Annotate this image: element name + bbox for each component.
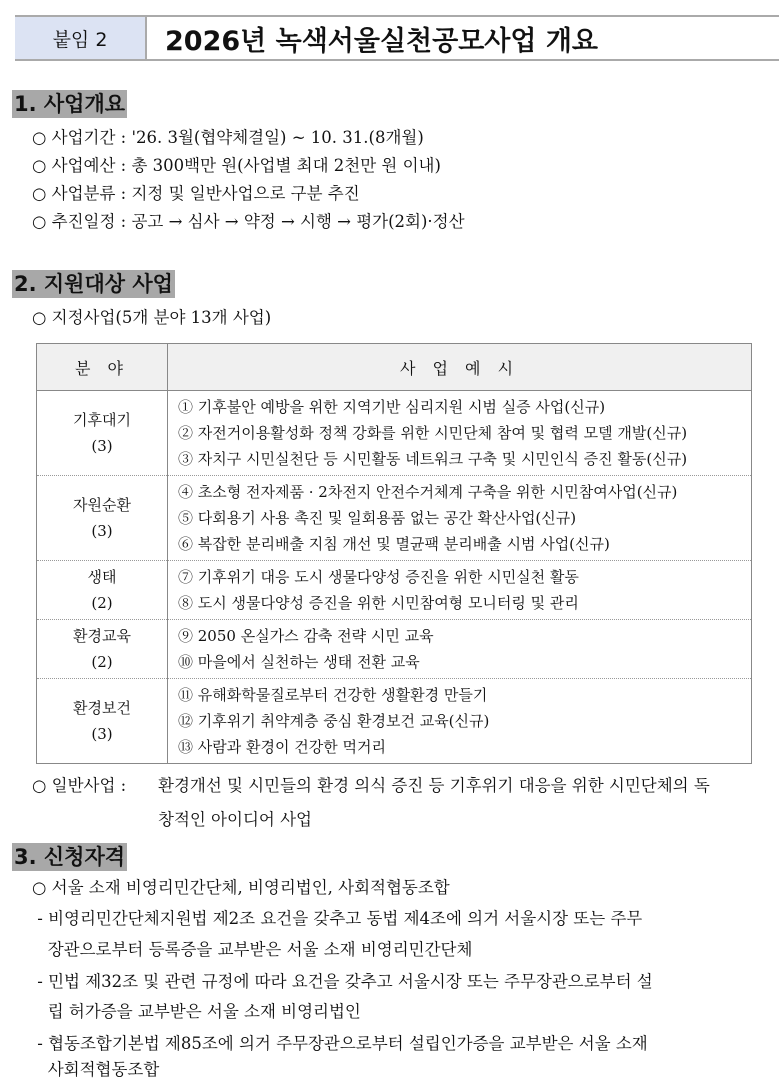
project-item: ⑧ 도시 생물다양성 증진을 위한 시민참여형 모니터링 및 관리 xyxy=(178,594,579,612)
field-name: 환경보건 xyxy=(73,699,131,717)
field-count: (2) xyxy=(91,594,113,612)
field-name: 생태 xyxy=(87,568,117,586)
section-heading-targets: 2. 지원대상 사업 xyxy=(14,272,173,296)
project-item: ⑦ 기후위기 대응 도시 생물다양성 증진을 위한 시민실천 활동 xyxy=(178,568,579,586)
field-cell xyxy=(37,620,168,679)
table-row xyxy=(37,679,752,764)
field-count: (3) xyxy=(91,437,113,455)
designated-projects-table xyxy=(36,343,752,764)
field-name: 기후대기 xyxy=(73,411,131,429)
project-item: ④ 초소형 전자제품 · 2차전지 안전수거체계 구축을 위한 시민참여사업(신규) xyxy=(178,483,678,501)
eligibility-line: 사회적협동조합 xyxy=(32,1060,160,1079)
field-count: (2) xyxy=(91,653,113,671)
eligibility-line: - 비영리민간단체지원법 제2조 요건을 갖추고 동법 제4조에 의거 서울시장 또는 주무 xyxy=(32,909,643,928)
project-item: ② 자전거이용활성화 정책 강화를 위한 시민단체 참여 및 협력 모델 개발(신규) xyxy=(178,424,688,442)
eligibility-line: - 협동조합기본법 제85조에 의거 주무장관으로부터 설립인가증을 교부받은 서울 소재 xyxy=(32,1034,648,1053)
eligibility-line: - 민법 제32조 및 관련 규정에 따라 요건을 갖추고 서울시장 또는 주무장관으로부터 설 xyxy=(32,972,653,991)
general-desc-2: 창적인 아이디어 사업 xyxy=(158,810,312,829)
table-row xyxy=(37,476,752,561)
table-row xyxy=(37,620,752,679)
project-item: ⑥ 복잡한 분리배출 지침 개선 및 멸균팩 분리배출 시범 사업(신규) xyxy=(178,535,610,553)
document-header xyxy=(15,15,779,61)
field-cell xyxy=(37,679,168,764)
eligibility-line: 장관으로부터 등록증을 교부받은 서울 소재 비영리민간단체 xyxy=(32,940,473,959)
examples-cell xyxy=(168,476,752,561)
column-header-field: 분 야 xyxy=(37,344,168,391)
bullet: ○ 사업기간 : '26. 3월(협약체결일) ~ 10. 31.(8개월) xyxy=(32,128,424,147)
project-item: ⑨ 2050 온실가스 감축 전략 시민 교육 xyxy=(178,627,434,645)
field-cell xyxy=(37,561,168,620)
project-item: ⑩ 마을에서 실천하는 생태 전환 교육 xyxy=(178,653,420,671)
field-name: 자원순환 xyxy=(73,496,131,514)
field-count: (3) xyxy=(91,522,113,540)
project-item: ① 기후불안 예방을 위한 지역기반 심리지원 시범 실증 사업(신규) xyxy=(178,398,606,416)
field-cell xyxy=(37,476,168,561)
field-name: 환경교육 xyxy=(73,627,131,645)
examples-cell xyxy=(168,620,752,679)
project-item: ⑪ 유해화학물질로부터 건강한 생활환경 만들기 xyxy=(178,686,488,704)
page-title: 2026년 녹색서울실천공모사업 개요 xyxy=(165,25,599,57)
table-row xyxy=(37,391,752,476)
bullet-general-label: ○ 일반사업 : xyxy=(32,776,127,795)
general-desc-1: 환경개선 및 시민들의 환경 의식 증진 등 기후위기 대응을 위한 시민단체의 독 xyxy=(158,776,710,795)
project-item: ⑫ 기후위기 취약계층 중심 환경보건 교육(신규) xyxy=(178,712,490,730)
section-heading-eligibility: 3. 신청자격 xyxy=(14,845,126,869)
examples-cell xyxy=(168,391,752,476)
bullet: ○ 사업예산 : 총 300백만 원(사업별 최대 2천만 원 이내) xyxy=(32,156,441,175)
eligibility-line: ○ 서울 소재 비영리민간단체, 비영리법인, 사회적협동조합 xyxy=(32,878,450,897)
table-row xyxy=(37,561,752,620)
bullet: ○ 지정사업(5개 분야 13개 사업) xyxy=(32,308,272,327)
section-heading-overview: 1. 사업개요 xyxy=(14,92,126,116)
examples-cell xyxy=(168,679,752,764)
field-count: (3) xyxy=(91,725,113,743)
bullet: ○ 추진일정 : 공고 → 심사 → 약정 → 시행 → 평가(2회)·정산 xyxy=(32,212,465,231)
column-header-examples: 사 업 예 시 xyxy=(168,344,752,391)
eligibility-line: 립 허가증을 교부받은 서울 소재 비영리법인 xyxy=(32,1002,361,1021)
examples-cell xyxy=(168,561,752,620)
project-item: ⑬ 사람과 환경이 건강한 먹거리 xyxy=(178,738,386,756)
project-item: ③ 자치구 시민실천단 등 시민활동 네트워크 구축 및 시민인식 증진 활동(신규) xyxy=(178,450,688,468)
project-item: ⑤ 다회용기 사용 촉진 및 일회용품 없는 공간 확산사업(신규) xyxy=(178,509,577,527)
field-cell xyxy=(37,391,168,476)
attachment-label: 붙임 2 xyxy=(15,17,147,59)
bullet: ○ 사업분류 : 지정 및 일반사업으로 구분 추진 xyxy=(32,184,360,203)
